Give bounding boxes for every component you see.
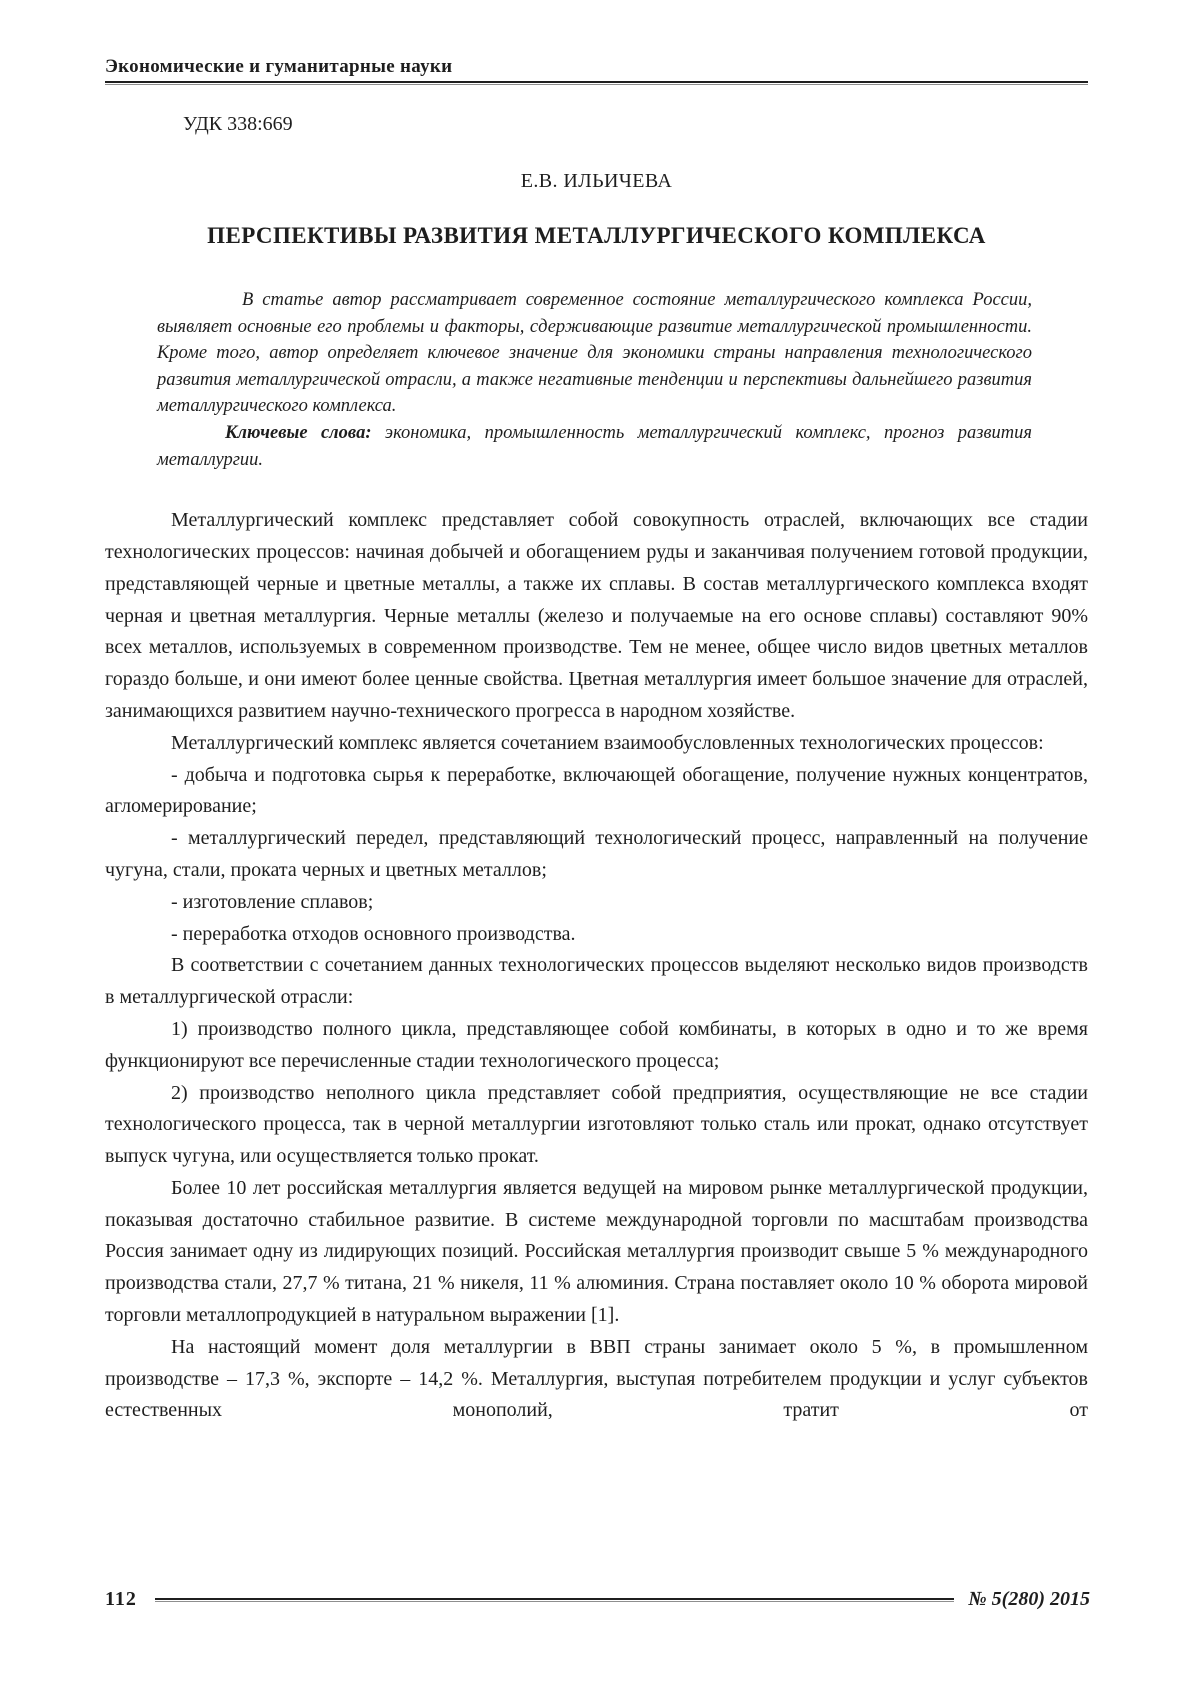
- body-paragraph: На настоящий момент доля металлургии в ВВП страны занимает около 5 %, в промышленном производстве – 17,3 %, экспорте – 14,2 %. Металлургия, выступая потребителем продукции и услуг субъектов естественных монополий, тратит от: [105, 1335, 1088, 1422]
- header-rule: [105, 81, 1088, 85]
- body-paragraph: 1) производство полного цикла, представляющее собой комбинаты, в которых в одно и то же время функционируют все перечисленные стадии технологического процесса;: [105, 1017, 1088, 1072]
- keywords-line: [157, 420, 1032, 473]
- article-title: ПЕРСПЕКТИВЫ РАЗВИТИЯ МЕТАЛЛУРГИЧЕСКОГО КОМПЛЕКСА: [207, 223, 986, 248]
- keywords-text: экономика, промышленность металлургический комплекс, прогноз развития металлургии.: [157, 422, 1032, 470]
- body-paragraph: - добыча и подготовка сырья к переработке, включающей обогащение, получение нужных концентратов, агломерирование;: [105, 763, 1088, 818]
- page-footer: [105, 1588, 1090, 1611]
- article-body: [105, 505, 1088, 1427]
- keywords-label: Ключевые слова:: [225, 422, 372, 443]
- body-paragraph: Металлургический комплекс представляет собой совокупность отраслей, включающих все стадии технологических процессов: начиная добычей и обогащением руды и заканчивая получением готовой продукции, представляющей черные и цветные металлы, а также их сплавы. В состав металлургического комплекса входят черная и цветная металлургия. Черные металлы (железо и получаемые на его основе сплавы) составляют 90% всех металлов, используемых в современном производстве. Тем не менее, общее число видов цветных металлов гораздо больше, и они имеют более ценные свойства. Цветная металлургия имеет большое значение для отраслей, занимающихся развитием научно-технического прогресса в народном хозяйстве.: [105, 509, 1088, 722]
- author-name: Е.В. ИЛЬИЧЕВА: [520, 170, 673, 192]
- body-paragraph: - переработка отходов основного производства.: [171, 922, 576, 945]
- body-paragraph: 2) производство неполного цикла представляет собой предприятия, осуществляющие не все стадии технологического процесса, так в черной металлургии изготовляют только сталь или прокат, однако отсутствует выпуск чугуна, или осуществляется только прокат.: [105, 1081, 1088, 1168]
- running-head: Экономические и гуманитарные науки: [105, 56, 453, 77]
- abstract-text: В статье автор рассматривает современное состояние металлургического комплекса России, выявляет основные его проблемы и факторы, сдерживающие развитие металлургической промышленности. Кроме того, автор определяет ключевое значение для экономики страны направления технологического развития металлургической отрасли, а также негативные тенденции и перспективы дальнейшего развития металлургического комплекса.: [157, 290, 1032, 417]
- footer-rule: [155, 1598, 954, 1602]
- udk-code: УДК 338:669: [183, 113, 293, 135]
- page-header: [105, 56, 1088, 85]
- abstract-block: [157, 287, 1032, 473]
- body-paragraph: Металлургический комплекс является сочетанием взаимообусловленных технологических процессов:: [171, 731, 1044, 754]
- page-number: 112: [105, 1588, 137, 1610]
- body-paragraph: В соответствии с сочетанием данных технологических процессов выделяют несколько видов производств в металлургической отрасли:: [105, 954, 1088, 1009]
- issue-number: № 5(280) 2015: [968, 1588, 1090, 1610]
- body-paragraph: - изготовление сплавов;: [171, 890, 374, 913]
- body-paragraph: Более 10 лет российская металлургия является ведущей на мировом рынке металлургической продукции, показывая достаточно стабильное развитие. В системе международной торговли по масштабам производства Россия занимает одну из лидирующих позиций. Российская металлургия производит свыше 5 % международного производства стали, 27,7 % титана, 21 % никеля, 11 % алюминия. Страна поставляет около 10 % оборота мировой торговли металлопродукцией в натуральном выражении [1].: [105, 1176, 1088, 1327]
- body-paragraph: - металлургический передел, представляющий технологический процесс, направленный на получение чугуна, стали, проката черных и цветных металлов;: [105, 827, 1088, 881]
